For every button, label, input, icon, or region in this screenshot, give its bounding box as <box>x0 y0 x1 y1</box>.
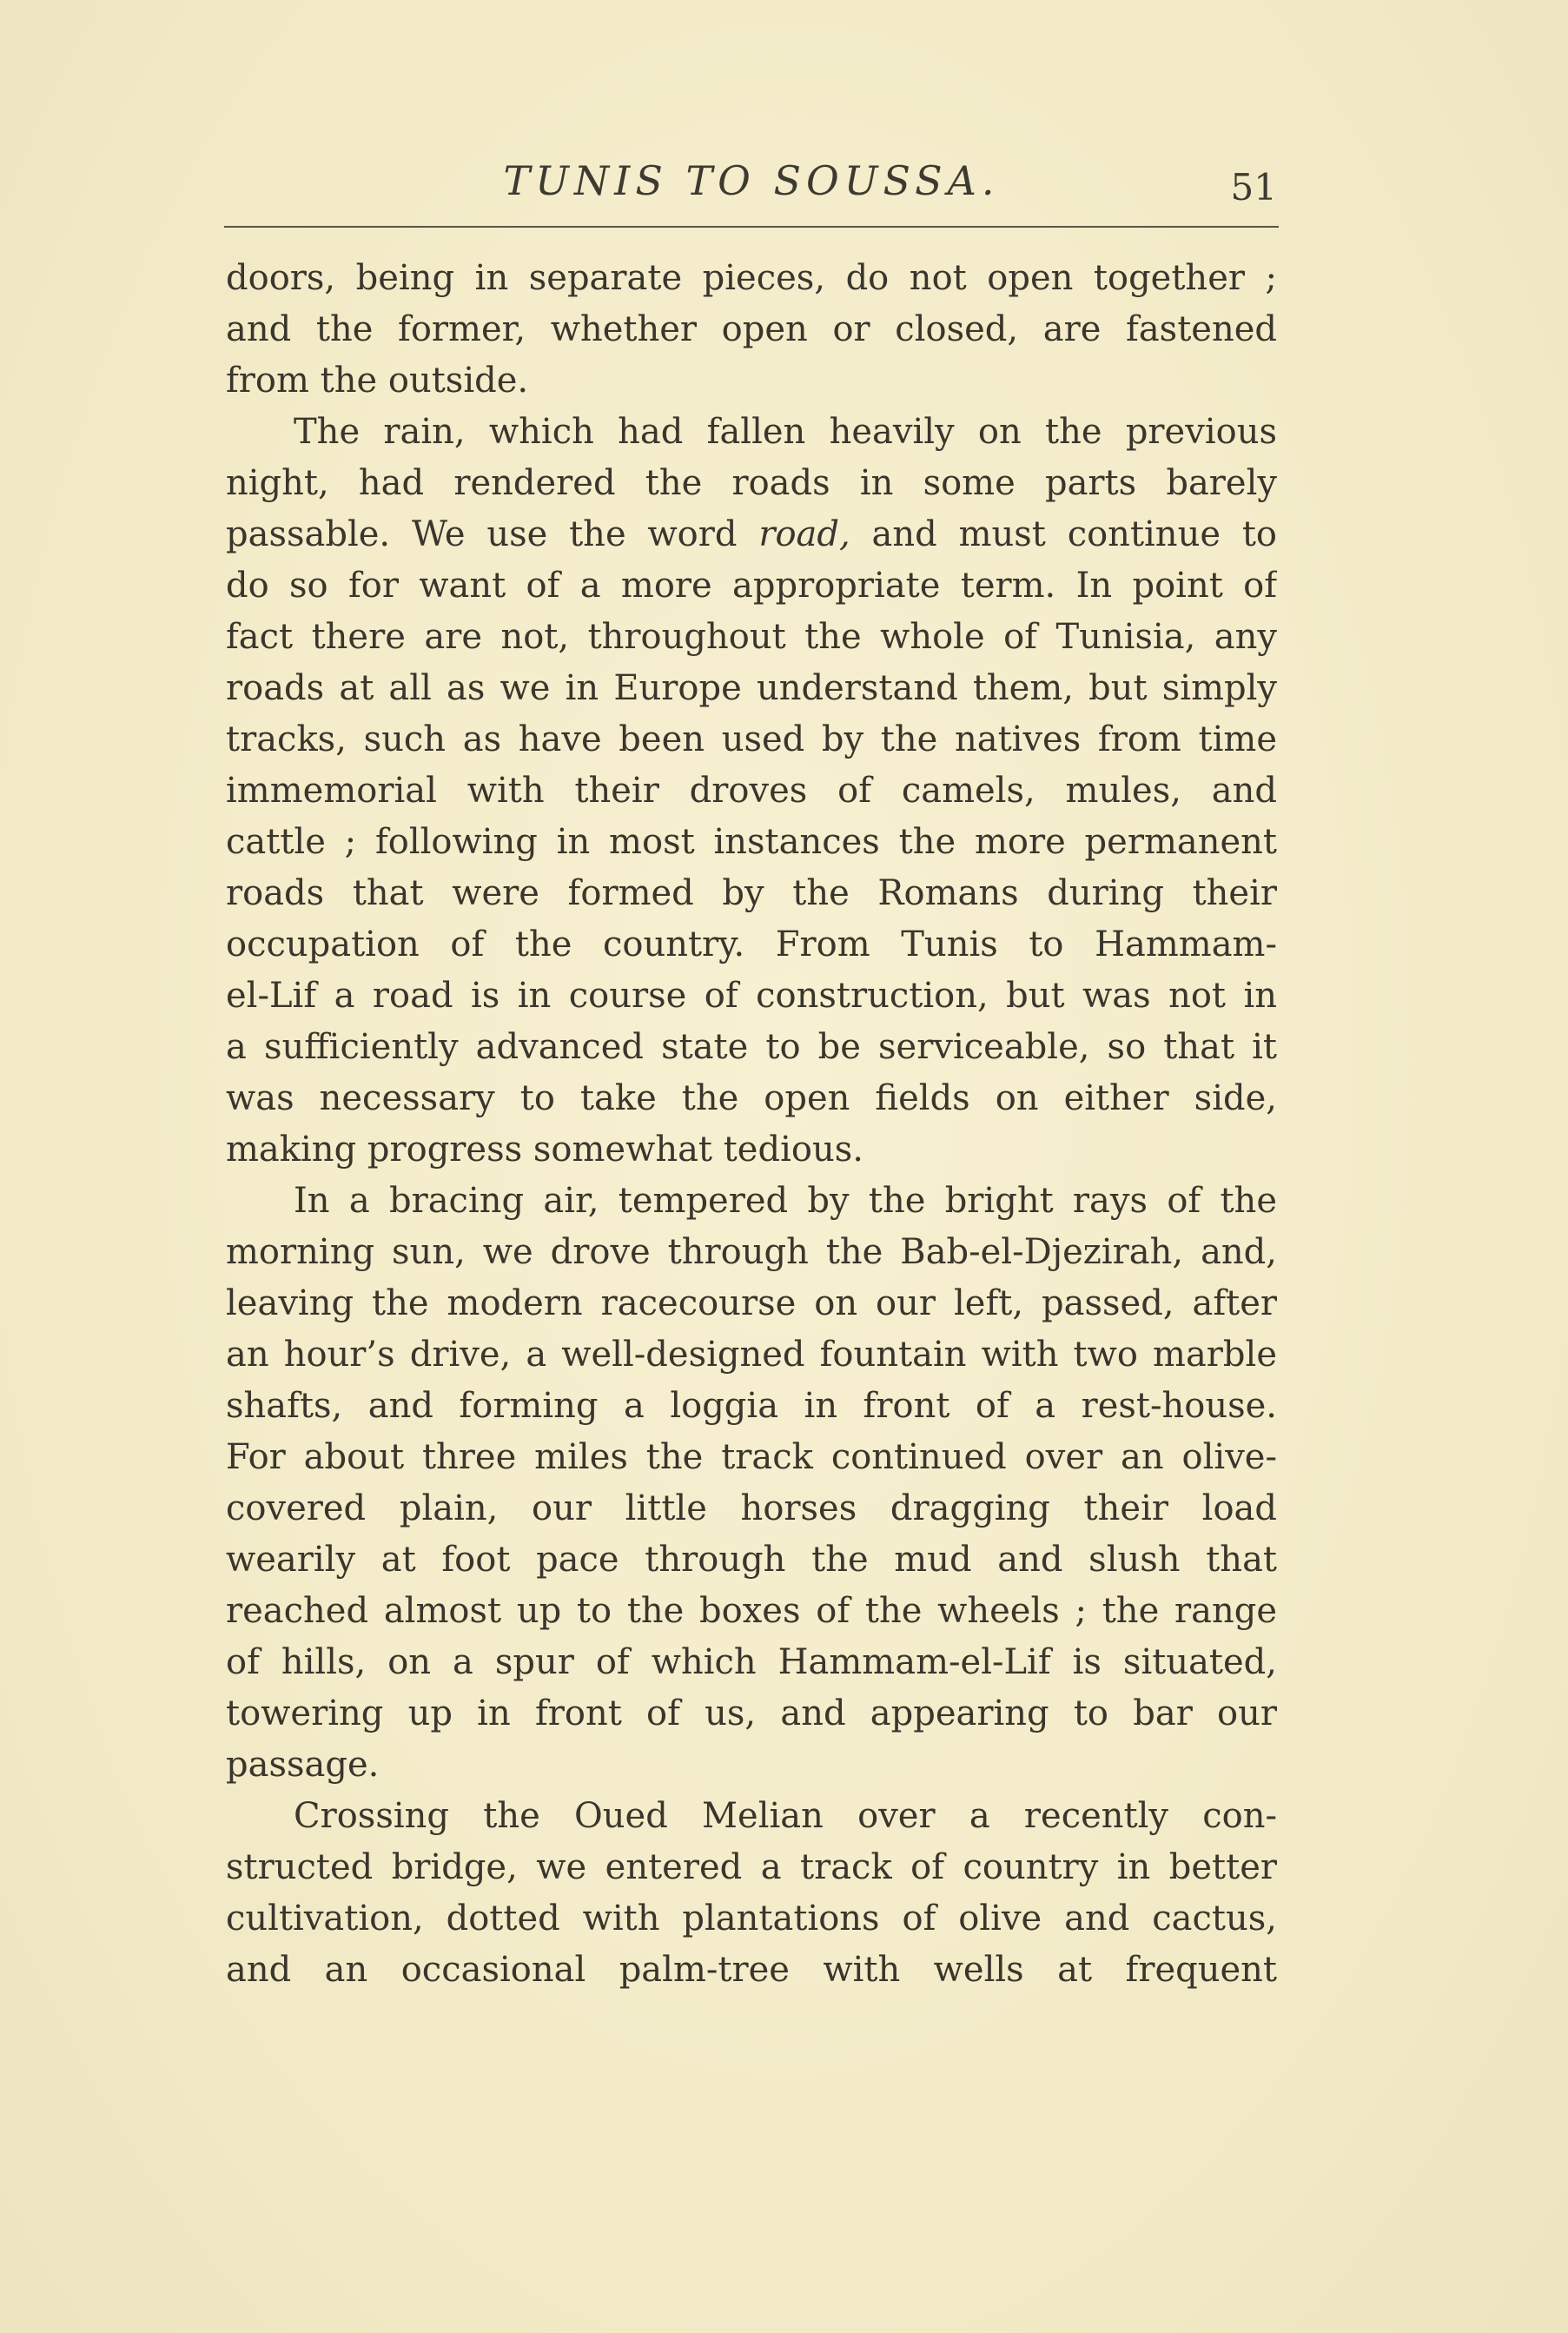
text-line: The rain, which had fallen heavily on the previous <box>294 412 1277 452</box>
text-line: night, had rendered the roads in some parts barely <box>226 463 1277 503</box>
text-line: structed bridge, we entered a track of country in better <box>226 1847 1277 1887</box>
text-line: reached almost up to the boxes of the wheels ; the range <box>226 1591 1277 1631</box>
page-number: 51 <box>1230 166 1277 209</box>
text-line: was necessary to take the open fields on either side, <box>226 1078 1277 1118</box>
text-line: wearily at foot pace through the mud and slush that <box>226 1540 1277 1580</box>
text-line: morning sun, we drove through the Bab-el-Djezirah, and, <box>226 1232 1277 1272</box>
text-line: roads that were formed by the Romans during their <box>226 873 1277 913</box>
text-line: from the outside. <box>226 361 529 401</box>
text-line: passable. We use the word road, and must continue to <box>226 514 1277 554</box>
text-line: doors, being in separate pieces, do not open together ; <box>226 258 1277 298</box>
text-line: and an occasional palm-tree with wells at frequent <box>226 1950 1277 1990</box>
text-line: passage. <box>226 1745 380 1785</box>
paragraph-2 <box>226 407 1277 1176</box>
text-line: covered plain, our little horses dragging their load <box>226 1488 1277 1528</box>
text-line: tracks, such as have been used by the natives from time <box>226 719 1277 759</box>
text-line: shafts, and forming a loggia in front of a rest-house. <box>226 1386 1277 1426</box>
text-line: Crossing the Oued Melian over a recently con- <box>294 1796 1277 1836</box>
paragraph-1 <box>226 253 1277 407</box>
text-line: In a bracing air, tempered by the bright rays of the <box>294 1181 1277 1221</box>
text-line: fact there are not, throughout the whole of Tunisia, any <box>226 617 1277 657</box>
text-line: do so for want of a more appropriate term. In point of <box>226 566 1277 606</box>
text-line: cultivation, dotted with plantations of olive and cactus, <box>226 1899 1277 1939</box>
running-head <box>226 155 1277 215</box>
text-line: el-Lif a road is in course of construction, but was not in <box>226 976 1277 1016</box>
text-line: cattle ; following in most instances the more permanent <box>226 822 1277 862</box>
text-line: occupation of the country. From Tunis to Hammam- <box>226 925 1277 964</box>
text-line: leaving the modern racecourse on our left, passed, after <box>226 1283 1277 1323</box>
header-rule <box>224 226 1279 228</box>
text-line: towering up in front of us, and appearing to bar our <box>226 1693 1277 1733</box>
paragraph-4 <box>226 1791 1277 1996</box>
paragraph-3 <box>226 1176 1277 1791</box>
text-line: roads at all as we in Europe understand them, but simply <box>226 668 1277 708</box>
italic-word: road, <box>758 514 850 554</box>
text-line: immemorial with their droves of camels, mules, and <box>226 771 1277 811</box>
text-line: a sufficiently advanced state to be serviceable, so that it <box>226 1027 1277 1067</box>
text-line: an hour’s drive, a well-designed fountain with two marble <box>226 1335 1277 1375</box>
running-title: TUNIS TO SOUSSA. <box>503 157 1000 204</box>
body-text <box>226 253 1277 1996</box>
text-line: of hills, on a spur of which Hammam-el-Lif is situated, <box>226 1642 1277 1682</box>
text-line: making progress somewhat tedious. <box>226 1130 863 1170</box>
text-line: For about three miles the track continued over an olive- <box>226 1437 1277 1477</box>
text-line: and the former, whether open or closed, are fastened <box>226 309 1277 349</box>
